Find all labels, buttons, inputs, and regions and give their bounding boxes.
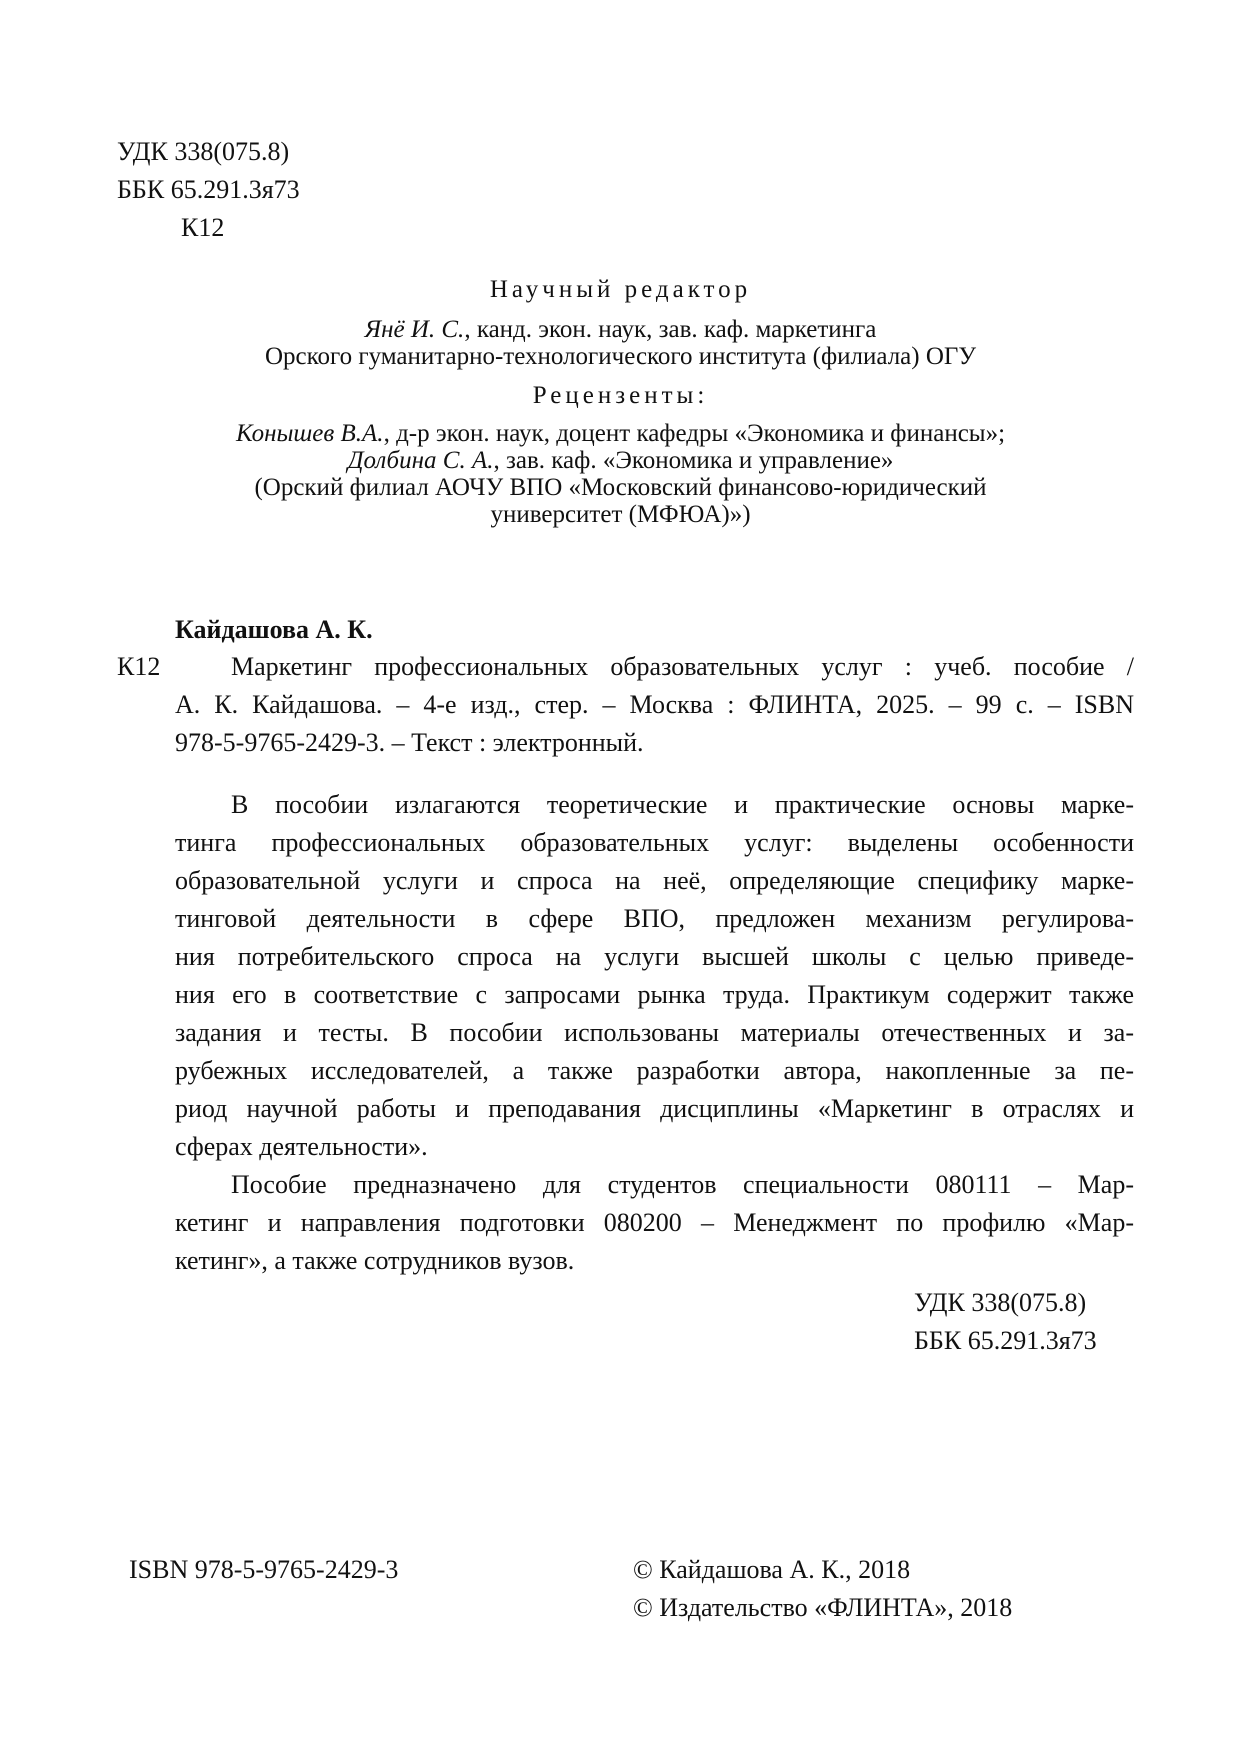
author-mark-top: К12 bbox=[181, 213, 225, 242]
annotation-line: тинга профессиональных образовательных услуг: выделены особенности bbox=[175, 828, 1134, 857]
bib-line-2: А. К. Кайдашова. – 4-е изд., стер. – Москва : ФЛИНТА, 2025. – 99 с. – ISBN bbox=[175, 690, 1134, 719]
reviewer-1-name: Конышев В.А. bbox=[235, 420, 384, 447]
annotation-line: кетинг», а также сотрудников вузов. bbox=[175, 1246, 575, 1275]
reviewer-2-credentials: , зав. каф. «Экономика и управление» bbox=[493, 447, 894, 474]
copyright-author: © Кайдашова А. К., 2018 bbox=[633, 1555, 911, 1584]
annotation-line: В пособии излагаются теоретические и практические основы марке- bbox=[231, 790, 1134, 819]
editor-line-2: Орского гуманитарно-технологического института (филиала) ОГУ bbox=[264, 343, 977, 370]
bib-line-3: 978-5-9765-2429-3. – Текст : электронный. bbox=[175, 728, 644, 757]
annotation-line: образовательной услуги и спроса на неё, определяющие специфику марке- bbox=[175, 866, 1134, 895]
annotation-line: кетинг и направления подготовки 080200 – Менеджмент по профилю «Мар- bbox=[175, 1208, 1134, 1237]
annotation-line: тинговой деятельности в сфере ВПО, предложен механизм регулирова- bbox=[175, 904, 1134, 933]
annotation-line: Пособие предназначено для студентов специальности 080111 – Мар- bbox=[231, 1170, 1134, 1199]
bbk-code-top: ББК 65.291.3я73 bbox=[117, 175, 300, 204]
copyright-publisher: © Издательство «ФЛИНТА», 2018 bbox=[633, 1593, 1013, 1622]
annotation-line: задания и тесты. В пособии использованы материалы отечественных и за- bbox=[175, 1018, 1134, 1047]
reviewer-1-credentials: , д-р экон. наук, доцент кафедры «Экономика и финансы»; bbox=[383, 420, 1006, 447]
reviewers-heading: Рецензенты: bbox=[532, 382, 709, 409]
reviewer-1 bbox=[0, 421, 1241, 446]
udk-code-top: УДК 338(075.8) bbox=[117, 137, 290, 166]
bib-line-1: Маркетинг профессиональных образовательных услуг : учеб. пособие / bbox=[231, 652, 1134, 681]
annotation-line: риод научной работы и преподавания дисциплины «Маркетинг в отраслях и bbox=[175, 1094, 1134, 1123]
reviewers-org-line-2: университет (МФЮА)») bbox=[490, 501, 751, 528]
reviewer-2 bbox=[0, 448, 1241, 473]
bib-author-mark: К12 bbox=[117, 652, 161, 681]
annotation-line: ния потребительского спроса на услуги высшей школы с целью приведе- bbox=[175, 942, 1134, 971]
book-author: Кайдашова А. К. bbox=[175, 615, 373, 644]
reviewers-org-line-1: (Орский филиал АОЧУ ВПО «Московский финансово-юридический bbox=[254, 474, 987, 501]
annotation-line: сферах деятельности». bbox=[175, 1132, 428, 1161]
editor-line-1 bbox=[0, 317, 1241, 342]
reviewer-2-name: Долбина С. А. bbox=[347, 447, 494, 474]
editor-heading: Научный редактор bbox=[489, 276, 752, 303]
isbn-number: ISBN 978-5-9765-2429-3 bbox=[129, 1555, 399, 1584]
bbk-code-bottom: ББК 65.291.3я73 bbox=[914, 1326, 1097, 1355]
udk-code-bottom: УДК 338(075.8) bbox=[914, 1288, 1087, 1317]
annotation-line: ния его в соответствие с запросами рынка труда. Практикум содержит также bbox=[175, 980, 1134, 1009]
editor-name: Янё И. С. bbox=[364, 316, 465, 343]
annotation-line: рубежных исследователей, а также разработки автора, накопленные за пе- bbox=[175, 1056, 1134, 1085]
editor-credentials: , канд. экон. наук, зав. каф. маркетинга bbox=[464, 316, 877, 343]
